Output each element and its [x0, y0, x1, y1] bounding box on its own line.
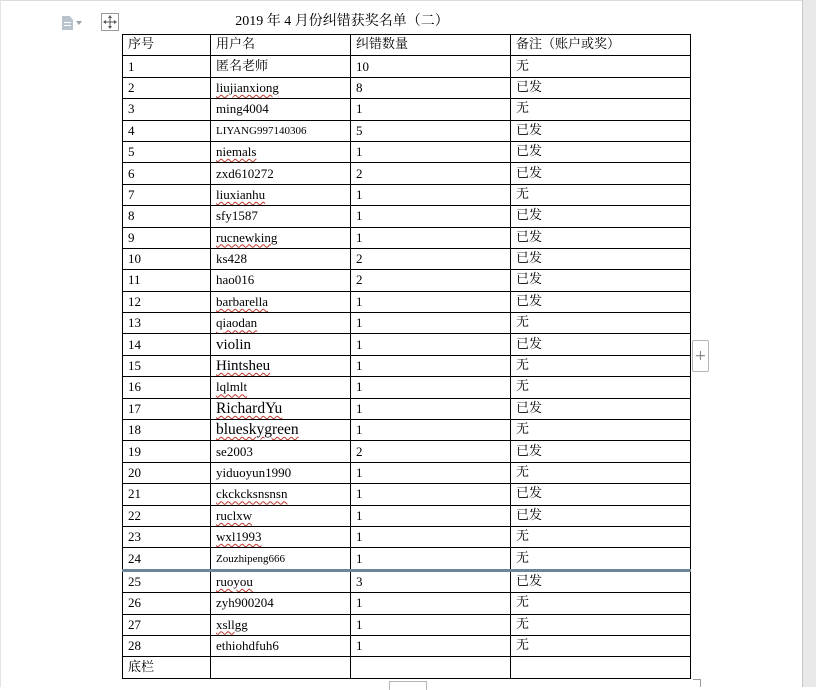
cell-count[interactable]: 1	[351, 614, 511, 635]
cell-username[interactable]	[211, 420, 351, 441]
paste-options-button[interactable]	[62, 14, 90, 32]
cell-count[interactable]: 1	[351, 334, 511, 355]
cell-count[interactable]: 1	[351, 548, 511, 570]
cell-note[interactable]: 无	[511, 56, 691, 77]
table-row	[123, 484, 691, 505]
cell-count[interactable]: 1	[351, 484, 511, 505]
cell-username[interactable]	[211, 56, 351, 77]
username-text: hao016	[216, 272, 255, 288]
cell-count[interactable]: 1	[351, 593, 511, 614]
cell-username[interactable]	[211, 377, 351, 398]
cell-count[interactable]: 1	[351, 377, 511, 398]
cell-count[interactable]: 5	[351, 120, 511, 141]
cell-note[interactable]: 已发	[511, 270, 691, 291]
username-text: 匿名老师	[216, 58, 269, 74]
table-move-handle-icon[interactable]	[101, 13, 119, 31]
cell-no[interactable]: 4	[123, 120, 211, 141]
username-text: wxl1993	[216, 529, 262, 545]
cell-username[interactable]	[211, 291, 351, 312]
cell-note[interactable]: 无	[511, 313, 691, 334]
cell-no[interactable]: 9	[123, 227, 211, 248]
cell-note[interactable]: 已发	[511, 291, 691, 312]
table-row	[123, 99, 691, 120]
username-text: xsllgg	[216, 616, 248, 632]
cell-count[interactable]: 1	[351, 141, 511, 162]
table-row	[123, 593, 691, 614]
page-right-margin	[802, 0, 816, 687]
cell-no[interactable]: 8	[123, 206, 211, 227]
table-row	[123, 291, 691, 312]
cell-username[interactable]	[211, 313, 351, 334]
cell-note[interactable]: 无	[511, 548, 691, 570]
add-row-plus-icon[interactable]: +	[692, 340, 709, 372]
table-resize-handle-icon[interactable]	[693, 679, 701, 687]
cell-note[interactable]: 无	[511, 99, 691, 120]
cell-username[interactable]	[211, 206, 351, 227]
cell-note[interactable]: 已发	[511, 570, 691, 592]
cell-no[interactable]: 21	[123, 484, 211, 505]
username-text: niemals	[216, 144, 257, 160]
cell-count[interactable]: 1	[351, 526, 511, 547]
cell-username[interactable]	[211, 614, 351, 635]
table-row	[123, 635, 691, 656]
cell-username[interactable]	[211, 484, 351, 505]
cell-no[interactable]: 27	[123, 614, 211, 635]
cell-no[interactable]: 26	[123, 593, 211, 614]
table-row	[123, 120, 691, 141]
cell-count[interactable]: 1	[351, 184, 511, 205]
username-text: ming4004	[216, 101, 269, 117]
cell-note[interactable]: 无	[511, 377, 691, 398]
username-text: se2003	[216, 443, 253, 459]
cell-count[interactable]: 1	[351, 462, 511, 483]
cell-note[interactable]: 已发	[511, 398, 691, 419]
table-row	[123, 441, 691, 462]
footer-cell-count[interactable]	[351, 657, 511, 678]
cell-note[interactable]: 无	[511, 420, 691, 441]
username-text: ethiohdfuh6	[216, 638, 279, 654]
cell-note[interactable]: 无	[511, 526, 691, 547]
cell-count[interactable]: 1	[351, 420, 511, 441]
table-row	[123, 570, 691, 592]
table-row	[123, 313, 691, 334]
cell-username[interactable]	[211, 163, 351, 184]
header-cell-no[interactable]: 序号	[123, 35, 211, 56]
cell-no[interactable]: 24	[123, 548, 211, 570]
cell-username[interactable]	[211, 635, 351, 656]
username-text: qiaodan	[216, 315, 258, 331]
cell-no[interactable]: 25	[123, 570, 211, 592]
cell-no[interactable]: 6	[123, 163, 211, 184]
header-cell-note[interactable]: 备注（账户或奖）	[511, 35, 691, 56]
username-text: blueskygreen	[216, 421, 299, 439]
cell-note[interactable]: 已发	[511, 505, 691, 526]
username-text: ruoyou	[216, 573, 253, 589]
cell-username[interactable]	[211, 526, 351, 547]
username-text: Zouzhipeng666	[216, 553, 286, 566]
cell-username[interactable]	[211, 77, 351, 98]
cell-count[interactable]: 3	[351, 570, 511, 592]
table-row	[123, 77, 691, 98]
cell-no[interactable]: 17	[123, 398, 211, 419]
username-text: ruclxw	[216, 507, 253, 523]
cell-count[interactable]: 1	[351, 398, 511, 419]
cell-username[interactable]	[211, 141, 351, 162]
table-row	[123, 248, 691, 269]
username-text: sfy1587	[216, 208, 258, 224]
table-header-row	[123, 35, 691, 56]
cell-no[interactable]: 23	[123, 526, 211, 547]
cell-note[interactable]: 无	[511, 593, 691, 614]
username-text: violin	[216, 336, 252, 353]
cell-count[interactable]: 10	[351, 56, 511, 77]
table-row	[123, 163, 691, 184]
cell-no[interactable]: 1	[123, 56, 211, 77]
footer-cell-no[interactable]: 底栏	[123, 657, 211, 678]
cell-note[interactable]: 无	[511, 614, 691, 635]
username-text: barbarella	[216, 293, 268, 309]
username-text: ckckcksnsnsn	[216, 486, 288, 502]
cell-count[interactable]: 1	[351, 313, 511, 334]
header-cell-user[interactable]: 用户名	[211, 35, 351, 56]
username-text: liujianxiong	[216, 79, 279, 95]
cell-note[interactable]: 无	[511, 635, 691, 656]
cell-note[interactable]: 无	[511, 184, 691, 205]
table-row	[123, 184, 691, 205]
table-row	[123, 398, 691, 419]
chevron-down-icon	[76, 21, 82, 25]
cell-note[interactable]: 无	[511, 462, 691, 483]
cell-note[interactable]: 已发	[511, 206, 691, 227]
table-row	[123, 334, 691, 355]
table-row	[123, 462, 691, 483]
page-top-edge	[0, 0, 802, 1]
username-text: Hintsheu	[216, 358, 271, 375]
cell-username[interactable]	[211, 184, 351, 205]
cell-username[interactable]	[211, 398, 351, 419]
cell-no[interactable]: 16	[123, 377, 211, 398]
cell-count[interactable]: 2	[351, 163, 511, 184]
username-text: ks428	[216, 251, 248, 267]
cell-username[interactable]	[211, 99, 351, 120]
table-row	[123, 141, 691, 162]
cell-count[interactable]: 1	[351, 99, 511, 120]
cell-no[interactable]: 14	[123, 334, 211, 355]
cell-username[interactable]	[211, 548, 351, 570]
cell-count[interactable]: 1	[351, 505, 511, 526]
cell-no[interactable]: 12	[123, 291, 211, 312]
cell-username[interactable]	[211, 270, 351, 291]
cell-no[interactable]: 3	[123, 99, 211, 120]
cell-no[interactable]: 22	[123, 505, 211, 526]
table-row	[123, 548, 691, 570]
table-row	[123, 614, 691, 635]
cell-username[interactable]	[211, 593, 351, 614]
footer-cell-note[interactable]	[511, 657, 691, 678]
cell-note[interactable]: 已发	[511, 441, 691, 462]
cell-username[interactable]	[211, 570, 351, 592]
cell-count[interactable]: 1	[351, 206, 511, 227]
cell-no[interactable]: 18	[123, 420, 211, 441]
cell-note[interactable]: 已发	[511, 163, 691, 184]
cell-note[interactable]: 无	[511, 355, 691, 376]
cell-no[interactable]: 5	[123, 141, 211, 162]
cell-username[interactable]	[211, 334, 351, 355]
username-text: zxd610272	[216, 165, 274, 181]
username-text: yiduoyun1990	[216, 465, 292, 480]
table-row	[123, 420, 691, 441]
cell-username[interactable]	[211, 462, 351, 483]
document-title: 2019 年 4 月份纠错获奖名单（二）	[235, 14, 449, 29]
cell-no[interactable]: 20	[123, 462, 211, 483]
cell-no[interactable]: 13	[123, 313, 211, 334]
table-row	[123, 505, 691, 526]
cell-note[interactable]: 已发	[511, 141, 691, 162]
cell-no[interactable]: 15	[123, 355, 211, 376]
paste-options-icon	[62, 16, 73, 30]
cell-username[interactable]	[211, 505, 351, 526]
cell-note[interactable]: 已发	[511, 484, 691, 505]
cell-username[interactable]	[211, 441, 351, 462]
table-row	[123, 270, 691, 291]
cell-count[interactable]: 1	[351, 355, 511, 376]
username-text: rucnewking	[216, 229, 278, 245]
table-row	[123, 377, 691, 398]
table-footer-row	[123, 657, 691, 678]
cell-count[interactable]: 2	[351, 270, 511, 291]
cell-count[interactable]: 8	[351, 77, 511, 98]
cell-count[interactable]: 2	[351, 441, 511, 462]
cell-count[interactable]: 1	[351, 227, 511, 248]
cell-count[interactable]: 1	[351, 291, 511, 312]
table-row	[123, 526, 691, 547]
cell-note[interactable]: 已发	[511, 334, 691, 355]
table-row	[123, 355, 691, 376]
cell-username[interactable]	[211, 248, 351, 269]
username-text: RichardYu	[216, 399, 283, 417]
award-table	[122, 34, 691, 679]
cell-no[interactable]: 28	[123, 635, 211, 656]
cell-note[interactable]: 已发	[511, 120, 691, 141]
cell-username[interactable]	[211, 120, 351, 141]
cell-count[interactable]: 2	[351, 248, 511, 269]
add-column-handle[interactable]	[389, 681, 427, 690]
table-row	[123, 56, 691, 77]
cell-note[interactable]: 已发	[511, 77, 691, 98]
username-text: liuxianhu	[216, 186, 266, 202]
cell-username[interactable]	[211, 227, 351, 248]
cell-note[interactable]: 已发	[511, 227, 691, 248]
header-cell-count[interactable]: 纠错数量	[351, 35, 511, 56]
cell-no[interactable]: 10	[123, 248, 211, 269]
cell-note[interactable]: 已发	[511, 248, 691, 269]
table-row	[123, 227, 691, 248]
cell-no[interactable]: 11	[123, 270, 211, 291]
cell-count[interactable]: 1	[351, 635, 511, 656]
username-text: zyh900204	[216, 595, 274, 611]
username-text: LIYANG997140306	[216, 125, 307, 138]
table-row	[123, 206, 691, 227]
cell-no[interactable]: 7	[123, 184, 211, 205]
cell-username[interactable]	[211, 355, 351, 376]
cell-no[interactable]: 2	[123, 77, 211, 98]
footer-cell-user[interactable]	[211, 657, 351, 678]
username-text: lqlmlt	[216, 379, 248, 395]
page-left-edge	[0, 0, 1, 687]
cell-no[interactable]: 19	[123, 441, 211, 462]
